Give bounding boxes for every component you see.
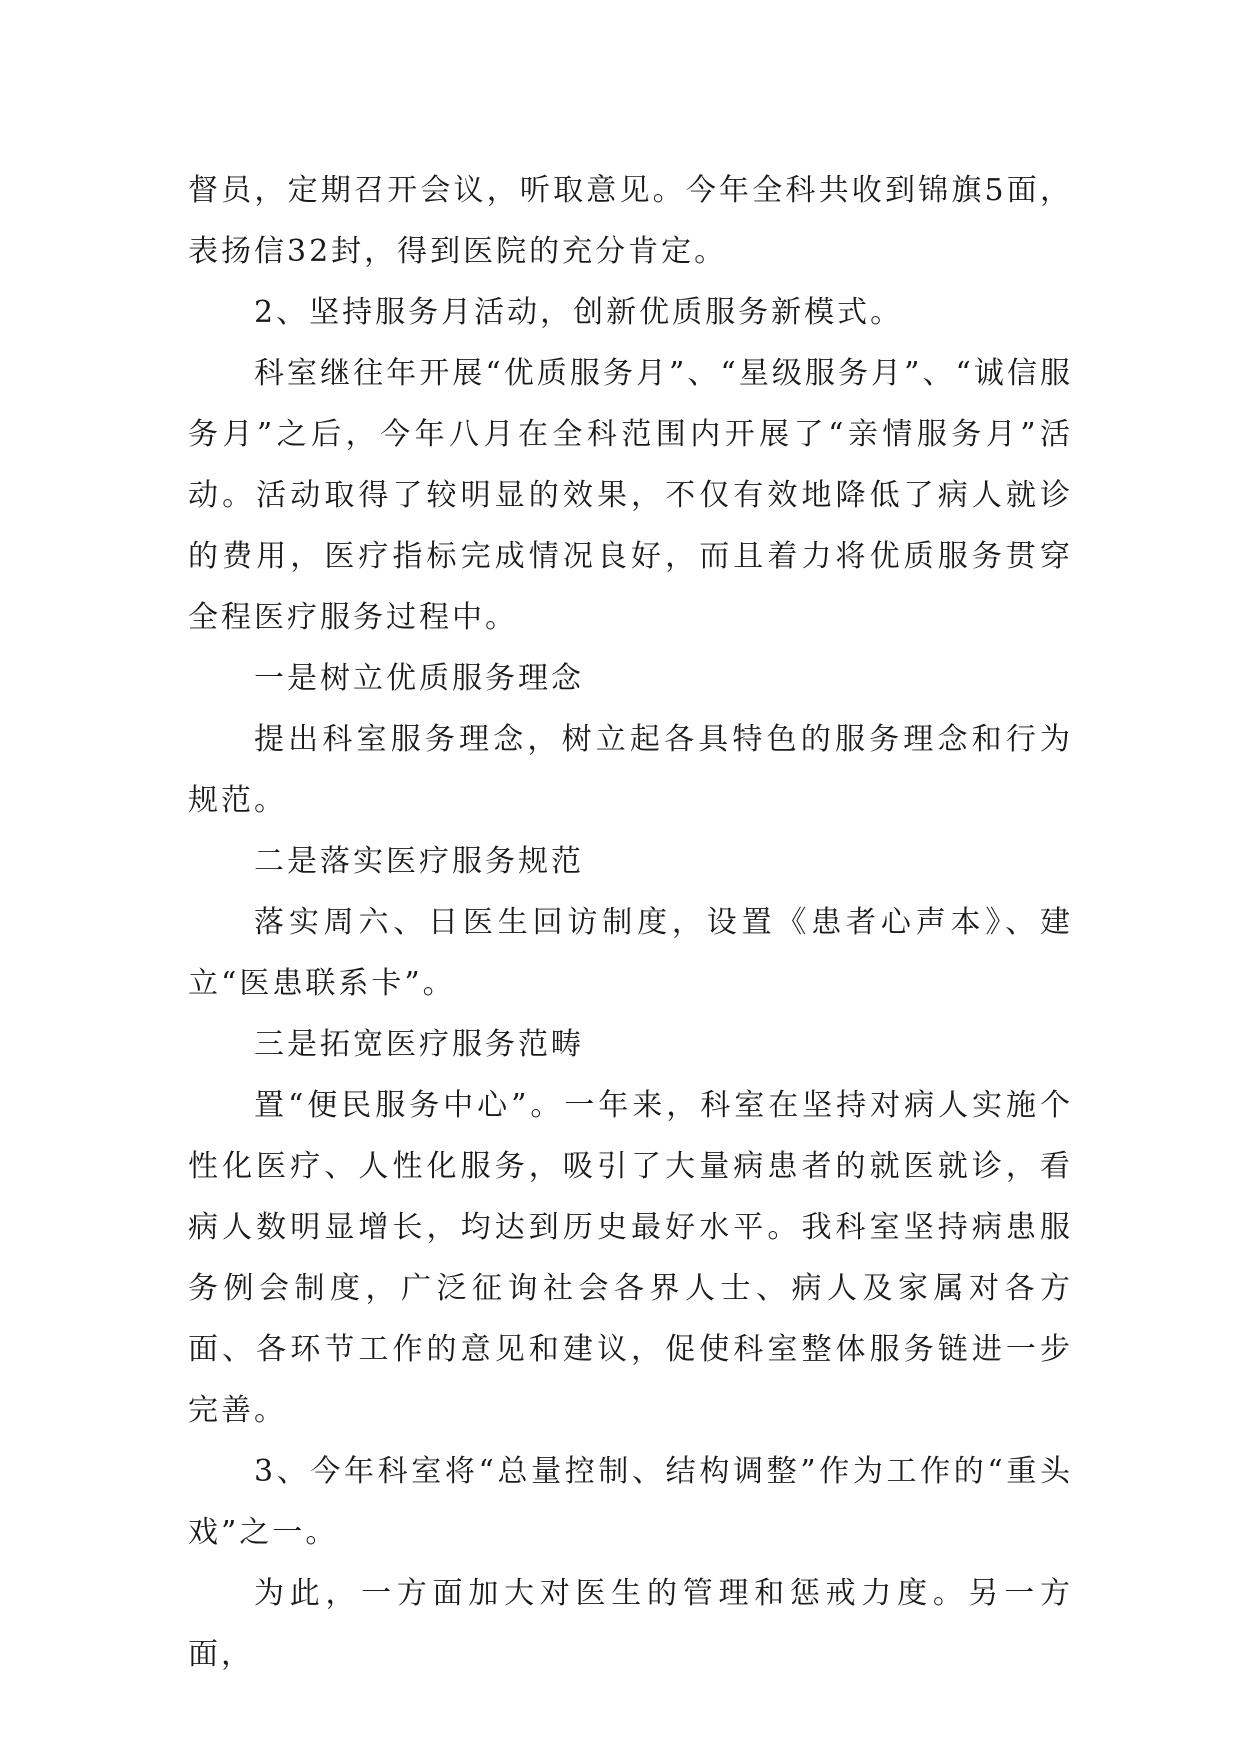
subheading-2: 二是落实医疗服务规范 [254, 844, 584, 879]
paragraph: 科室继往年开展“优质服务月”、“星级服务月”、“诚信服务月”之后，今年八月在全科范围内开展了“亲情服务月”活动。活动取得了较明显的效果，不仅有效地降低了病人就诊的费用，医疗指标完成情况良好，而且着力将优质服务贯穿全程医疗服务过程中。 [188, 356, 1073, 635]
paragraph: 督员，定期召开会议，听取意见。今年全科共收到锦旗5面，表扬信32封，得到医院的充分肯定。 [188, 173, 1073, 269]
document-body [188, 160, 1073, 1685]
paragraph: 置“便民服务中心”。一年来，科室在坚持对病人实施个性化医疗、人性化服务，吸引了大量病患者的就医就诊，看病人数明显增长，均达到历史最好水平。我科室坚持病患服务例会制度，广泛征询社会各界人士、病人及家属对各方面、各环节工作的意见和建议，促使科室整体服务链进一步完善。 [188, 1088, 1073, 1428]
subheading-3: 三是拓宽医疗服务范畴 [254, 1027, 584, 1062]
subheading-1: 一是树立优质服务理念 [254, 661, 584, 696]
paragraph: 落实周六、日医生回访制度，设置《患者心声本》、建立“医患联系卡”。 [188, 905, 1073, 1001]
section-heading-3: 3、今年科室将“总量控制、结构调整”作为工作的“重头戏”之一。 [188, 1454, 1073, 1550]
paragraph: 提出科室服务理念，树立起各具特色的服务理念和行为规范。 [188, 722, 1073, 818]
paragraph: 为此，一方面加大对医生的管理和惩戒力度。另一方面， [188, 1576, 1073, 1672]
section-heading-2: 2、坚持服务月活动，创新优质服务新模式。 [254, 295, 904, 330]
